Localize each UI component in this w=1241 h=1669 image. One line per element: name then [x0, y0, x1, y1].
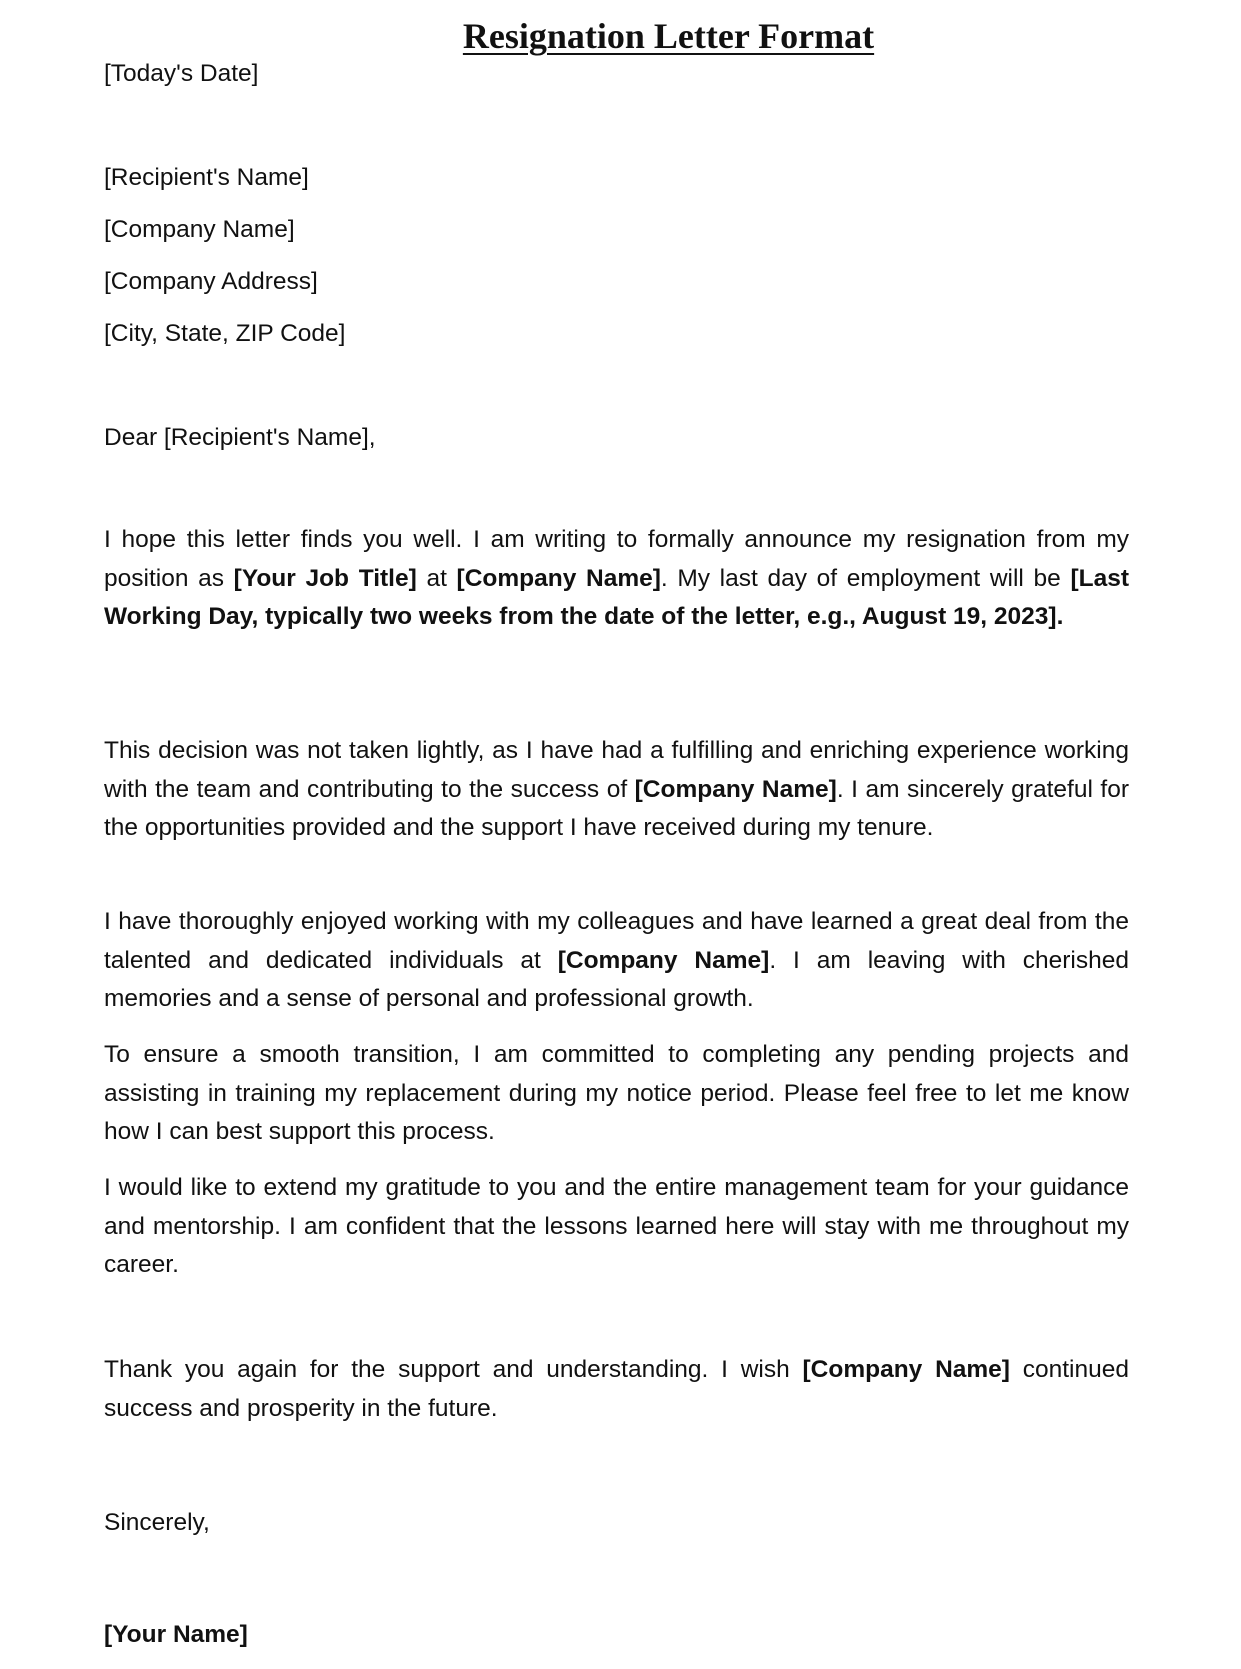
p6-company: [Company Name]: [802, 1356, 1010, 1383]
document-title-text: Resignation Letter Format: [462, 16, 875, 56]
p1-text-c: . My last day of employment will be: [660, 564, 1071, 592]
p6-text-a: Thank you again for the support and understanding. I wish: [104, 1356, 803, 1383]
document-title: [0, 14, 1241, 58]
paragraph-5: I would like to extend my gratitude to you and the entire management team for your guidance and mentorship. I am confident that the lessons learned here will stay with me throughout my career.: [104, 1174, 1129, 1278]
paragraph-1: [104, 521, 1129, 637]
p2-text-a: This decision was not taken lightly, as I have had a fulfilling and enriching experience working with the team and contributing to the success of: [104, 737, 1129, 803]
p6-text-b: continued success and prosperity in the future.: [104, 1356, 1129, 1422]
paragraph-6: [104, 1351, 1129, 1428]
salutation: Dear [Recipient's Name],: [104, 424, 376, 451]
paragraph-2: [104, 732, 1129, 848]
p1-text-a: I hope this letter finds you well. I am writing to formally announce my resignation from my position as: [104, 526, 1129, 592]
p2-text-b: . I am sincerely grateful for the opportunities provided and the support I have received during my tenure.: [104, 775, 1129, 841]
p3-company: [Company Name]: [557, 946, 770, 974]
closing: Sincerely,: [104, 1509, 210, 1536]
recipient-name: [Recipient's Name]: [104, 164, 309, 191]
paragraph-3: [104, 903, 1129, 1019]
p1-company: [Company Name]: [456, 564, 661, 592]
p1-last-day: [Last Working Day, typically two weeks from the date of the letter, e.g., August 19, 2023].: [104, 564, 1130, 630]
paragraph-4: To ensure a smooth transition, I am committed to completing any pending projects and assisting in training my replacement during my notice period. Please feel free to let me know how I can best support this process.: [104, 1041, 1129, 1145]
date-line: [Today's Date]: [104, 60, 259, 87]
p1-text-b: at: [416, 564, 457, 592]
p2-company: [Company Name]: [634, 775, 837, 803]
recipient-company: [Company Name]: [104, 216, 295, 243]
recipient-city: [City, State, ZIP Code]: [104, 320, 346, 347]
p3-text-b: . I am leaving with cherished memories and a sense of personal and professional growth.: [104, 946, 1129, 1012]
recipient-address: [Company Address]: [104, 268, 318, 295]
signature-name: [Your Name]: [104, 1621, 248, 1648]
p3-text-a: I have thoroughly enjoyed working with my colleagues and have learned a great deal from the talented and dedicated individuals at: [104, 908, 1129, 974]
p1-job-title: [Your Job Title]: [233, 564, 417, 592]
